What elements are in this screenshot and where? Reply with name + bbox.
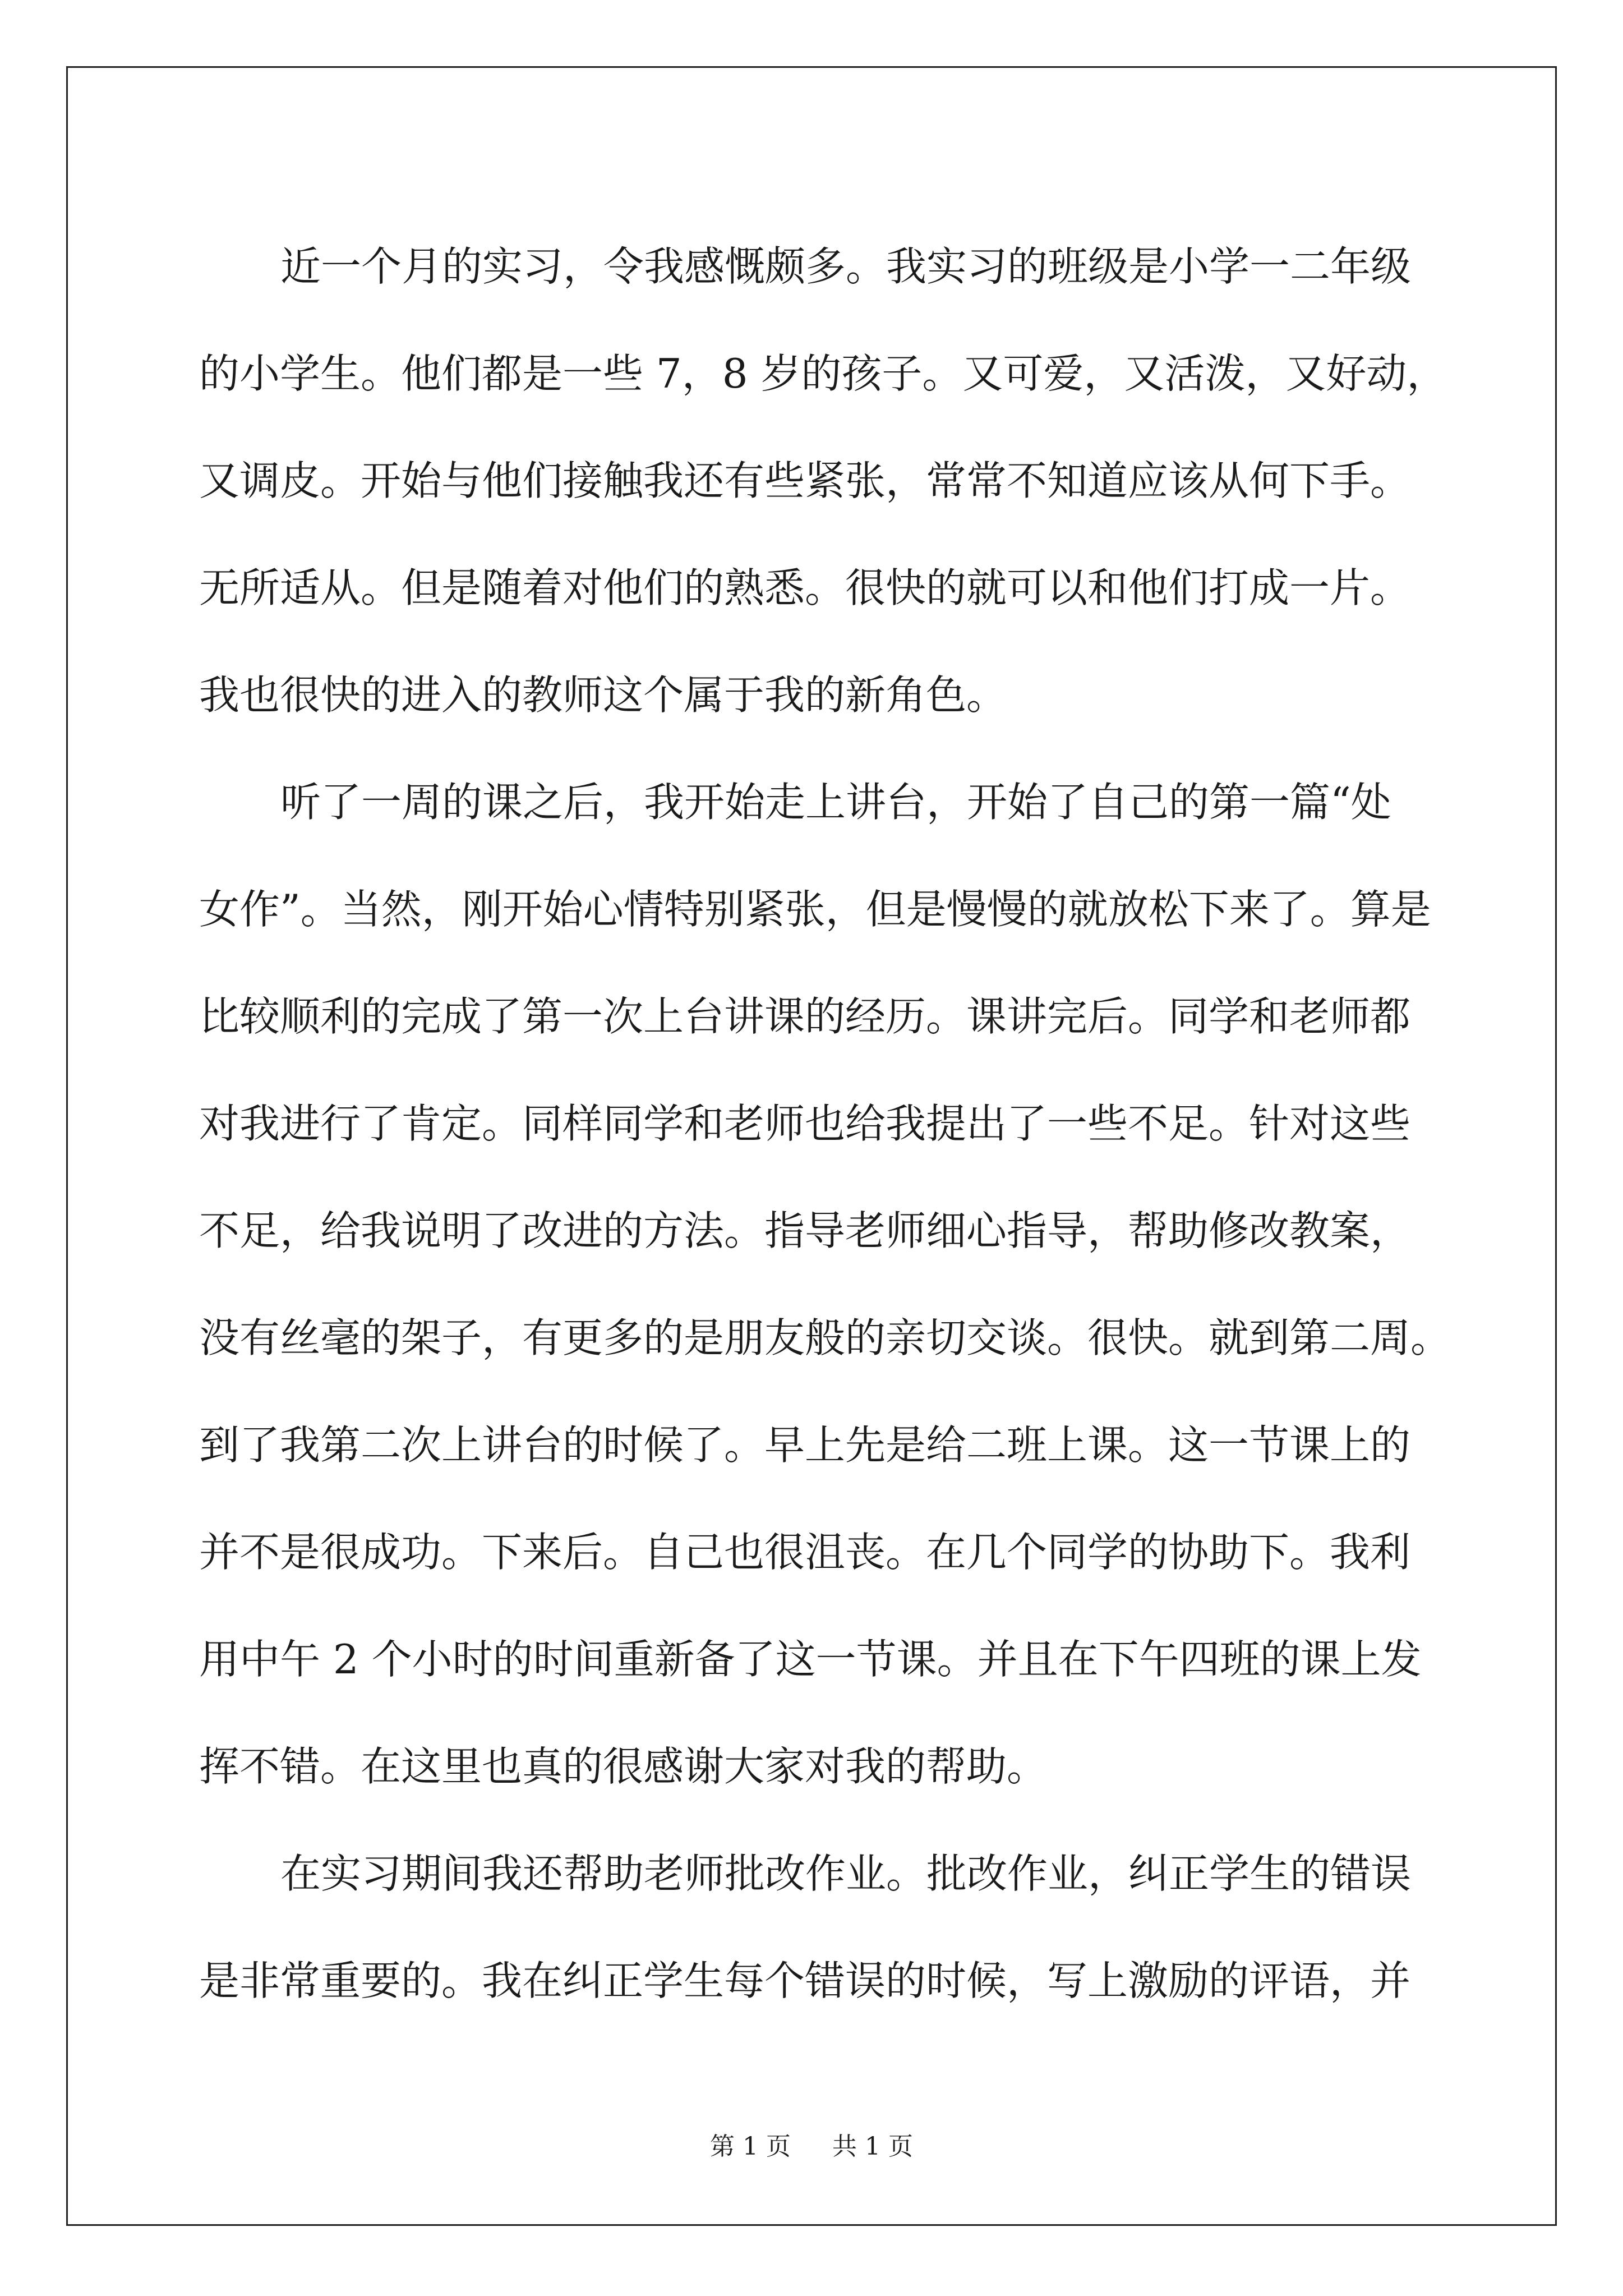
text-line: 在实习期间我还帮助老师批改作业。批改作业，纠正学生的错误: [280, 1850, 1412, 1897]
text-line: 到了我第二次上讲台的时候了。早上先是给二班上课。这一节课上的: [199, 1421, 1411, 1469]
text-line: 挥不错。在这里也真的很感谢大家对我的帮助。: [199, 1743, 1048, 1790]
text-line: 无所适从。但是随着对他们的熟悉。很快的就可以和他们打成一片。: [199, 564, 1411, 611]
text-line: 我也很快的进入的教师这个属于我的新角色。: [199, 671, 1007, 719]
text-line: 用中午 2 个小时的时间重新备了这一节课。并且在下午四班的课上发: [199, 1636, 1422, 1683]
text-line: 不足，给我说明了改进的方法。指导老师细心指导，帮助修改教案，: [199, 1207, 1411, 1254]
text-line: 是非常重要的。我在纠正学生每个错误的时候，写上激励的评语，并: [199, 1957, 1411, 2004]
text-line: 女作”。当然，刚开始心情特别紧张，但是慢慢的就放松下来了。算是: [199, 886, 1431, 933]
page-number: 第 1 页: [710, 2132, 791, 2161]
text-line: 对我进行了肯定。同样同学和老师也给我提出了一些不足。针对这些: [199, 1100, 1411, 1147]
text-line: 没有丝毫的架子，有更多的是朋友般的亲切交谈。很快。就到第二周。: [199, 1314, 1451, 1361]
text-line: 并不是很成功。下来后。自己也很沮丧。在几个同学的协助下。我利: [199, 1529, 1411, 1576]
page-total: 共 1 页: [832, 2132, 913, 2161]
text-line: 近一个月的实习，令我感慨颇多。我实习的班级是小学一二年级: [280, 243, 1412, 290]
text-line: 的小学生。他们都是一些 7，8 岁的孩子。又可爱，又活泼，又好动，: [199, 350, 1447, 397]
text-line: 比较顺利的完成了第一次上台讲课的经历。课讲完后。同学和老师都: [199, 993, 1411, 1040]
page-footer: [0, 2126, 1623, 2162]
text-line: 听了一周的课之后，我开始走上讲台，开始了自己的第一篇“处: [280, 779, 1391, 826]
document-body: [199, 213, 1472, 2035]
text-line: 又调皮。开始与他们接触我还有些紧张，常常不知道应该从何下手。: [199, 457, 1411, 504]
